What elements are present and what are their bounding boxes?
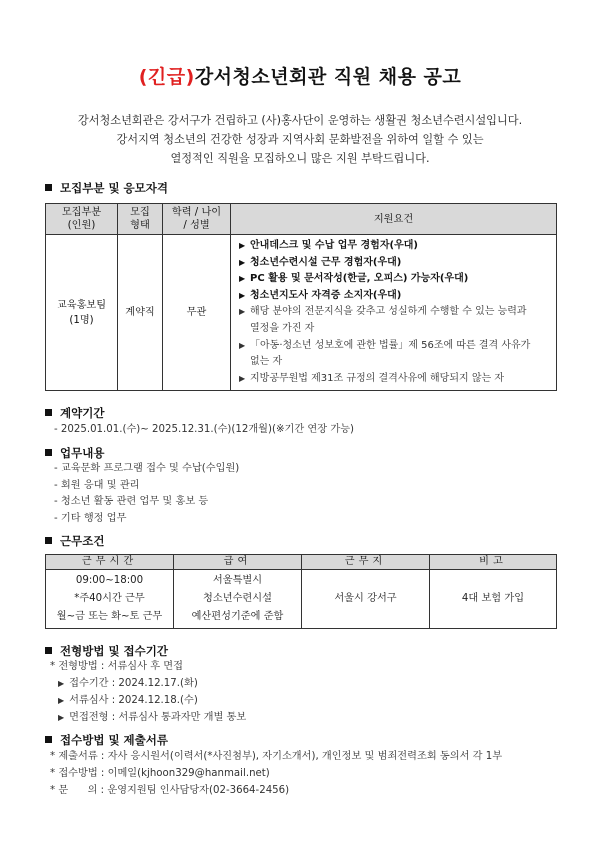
intro-line: 열정적인 직원을 모집하오니 많은 지원 부탁드립니다. [170,152,430,165]
cell-dept: 교육홍보팀 (1명) [46,235,118,391]
cell-requirements [231,235,557,391]
page-title [0,62,600,89]
requirement-item: ▶ 지방공무원법 제31조 규정의 결격사유에 해당되지 않는 자 [239,371,550,388]
cell-type: 계약직 [118,235,163,391]
square-bullet-icon [45,409,52,416]
list-item: ▶ 접수기간 : 2024.12.17.(화) [58,678,198,689]
list-item: ▶ 서류심사 : 2024.12.18.(수) [58,695,198,706]
requirement-item: ▶ 안내데스크 및 수납 업무 경험자(우대) [239,238,550,255]
square-bullet-icon [45,647,52,654]
title-text: 강서청소년회관 직원 채용 공고 [194,66,462,88]
table-header-row [46,555,557,570]
header-requirements: 지원요건 [231,204,557,235]
table-header-row [46,204,557,235]
section-heading-recruitment [45,180,168,196]
requirement-item: ▶ 청소년수련시설 근무 경험자(우대) [239,255,550,272]
list-item: - 회원 응대 및 관리 [54,479,140,491]
header-edu: 학력 / 나이 / 성별 [163,204,231,235]
cell-pay: 서울특별시 청소년수련시설 예산편성기준에 준함 [174,570,302,629]
list-item: - 교육문화 프로그램 접수 및 수납(수입원) [54,463,240,474]
submission-method: * 접수방법 : 이메일(kjhoon329@hanmail.net) [50,768,270,779]
selection-method: * 전형방법 : 서류심사 후 면접 [50,661,183,672]
square-bullet-icon [45,449,52,456]
conditions-table [45,554,557,629]
cell-edu: 무관 [163,235,231,391]
triangle-bullet-icon: ▶ [239,340,246,350]
triangle-bullet-icon: ▶ [58,696,65,705]
list-item: - 기타 행정 업무 [54,512,127,524]
submission-documents: * 제출서류 : 자사 응시원서(이력서(*사진첨부), 자기소개서), 개인정보 및 범죄전력조회 동의서 각 1부 [50,751,503,762]
section-heading-text: 모집부분 및 응모자격 [60,181,168,195]
list-item: ▶ 면접전형 : 서류심사 통과자만 개별 통보 [58,712,247,723]
triangle-bullet-icon: ▶ [239,241,246,250]
header-type: 모집 형태 [118,204,163,235]
intro-line: 강서청소년회관은 강서구가 건립하고 (사)홍사단이 운영하는 생활권 청소년수련시설입니다. [77,114,523,127]
requirement-item: ▶ 해당 분야의 전문지식을 갖추고 성실하게 수행할 수 있는 능력과 열정을 가진 자 [239,306,527,334]
square-bullet-icon [45,736,52,743]
section-heading-text: 근무조건 [60,534,105,548]
triangle-bullet-icon: ▶ [239,274,246,284]
header-pay: 급여 [174,555,302,570]
triangle-bullet-icon: ▶ [58,713,65,722]
intro-paragraph [20,111,580,168]
table-row [46,570,557,629]
recruitment-table [45,203,557,391]
section-heading-text: 전형방법 및 접수기간 [60,644,168,658]
header-dept: 모집부분 (인원) [46,204,118,235]
urgent-label: (긴급) [138,66,195,88]
section-heading-text: 접수방법 및 제출서류 [60,733,168,747]
table-row [46,235,557,391]
triangle-bullet-icon: ▶ [58,679,65,688]
cell-hours: 09:00~18:00 *주40시간 근무 월~금 또는 화~토 근무 [46,570,174,629]
section-heading-contract [45,405,104,421]
header-note: 비고 [430,555,557,570]
requirement-item: ▶ 「아동·청소년 성보호에 관한 법률」제 56조에 따른 결격 사유가 없는 자 [239,339,531,368]
triangle-bullet-icon: ▶ [239,257,246,267]
triangle-bullet-icon: ▶ [239,373,246,383]
cell-note: 4대 보험 가입 [430,570,557,629]
section-heading-duties [45,445,104,461]
intro-line: 강서지역 청소년의 건강한 성장과 지역사회 문화발전을 위하여 일할 수 있는 [116,133,484,146]
section-heading-text: 계약기간 [60,406,105,420]
square-bullet-icon [45,537,52,544]
section-heading-selection [45,643,168,659]
requirement-item: ▶ PC 활용 및 문서작성(한글, 오피스) 가능자(우대) [239,271,550,288]
square-bullet-icon [45,184,52,191]
triangle-bullet-icon: ▶ [239,307,246,317]
duties-list [54,461,239,527]
section-heading-conditions [45,533,104,549]
list-item: - 청소년 활동 관련 업무 및 홍보 등 [54,496,209,507]
section-heading-submission [45,732,168,748]
header-place: 근무지 [302,555,430,570]
triangle-bullet-icon: ▶ [239,290,246,300]
contract-period: - 2025.01.01.(수)~ 2025.12.31.(수)(12개월)(※기간 연장 가능) [54,424,355,435]
header-hours: 근무시간 [46,555,174,570]
requirement-item: ▶ 청소년지도사 자격증 소지자(우대) [239,288,550,305]
cell-place: 서울시 강서구 [302,570,430,629]
contact-info: * 문 의 : 운영지원팀 인사담당자(02-3664-2456) [50,785,290,796]
section-heading-text: 업무내용 [60,446,105,460]
